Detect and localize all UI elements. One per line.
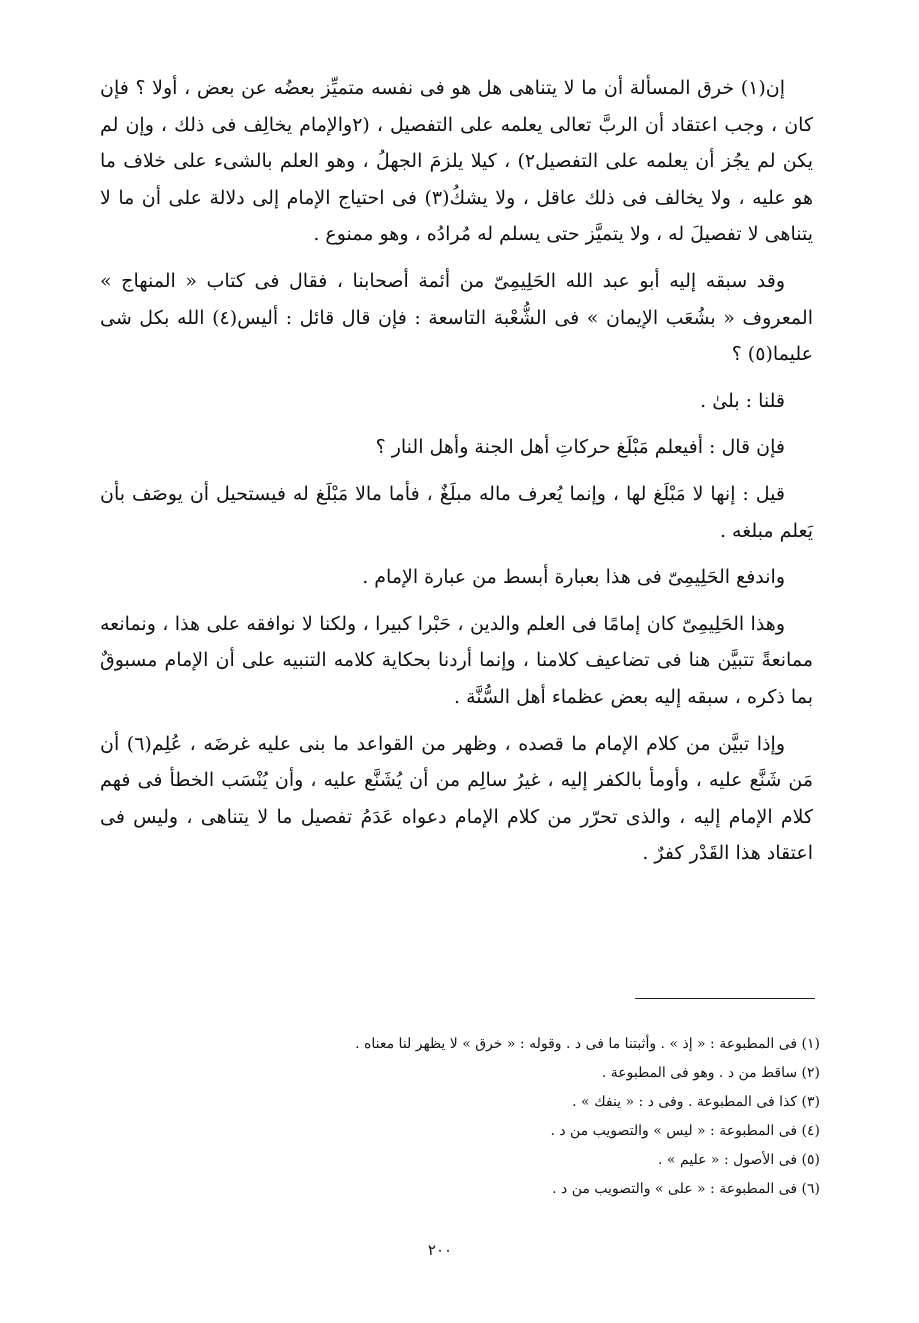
- footnote-2: (٢) ساقط من د . وهو فى المطبوعة .: [601, 1065, 820, 1081]
- footnote-4: (٤) فى المطبوعة : « ليس » والتصويب من د .: [550, 1123, 820, 1139]
- paragraph: إن(١) خرق المسألة أن ما لا يتناهى هل هو فى نفسه متميِّز بعضُه عن بعض ، أولا ؟ فإن كان ، وجب اعتقاد أن الربَّ تعالى يعلمه على التفصيل ، (٢والإمام يخالِف فى ذلك ، وإن لم يكن لم يجُز أن يعلمه على التفصيل٢) ، كيلا يلزمَ الجهلُ ، وهو العلم بالشىء على خلاف ما هو عليه ، ولا يخالف فى ذلك عاقل ، ولا يشكُ(٣) فى احتياج الإمام إلى دلالة على أن ما لا يتناهى لا تفصيلَ له ، ولا يتميَّز حتى يسلم له مُرادُه ، وهو ممنوع .: [100, 77, 814, 246]
- main-text: [100, 70, 813, 882]
- paragraph: قيل : إنها لا مَبْلَغ لها ، وإنما يُعرف ماله مبلَغٌ ، فأما مالا مَبْلَغ له فيستحيل أن يوصَف بأن يَعلم مبلغه .: [100, 482, 813, 542]
- paragraph: وإذا تبيَّن من كلام الإمام ما قصده ، وظهر من القواعد ما بنى عليه غرضَه ، عُلِم(٦) أن مَن شَنَّع عليه ، وأومأ بالكفر إليه ، غيرُ سالِم من أن يُشَنَّع عليه ، وأن يُنْسَب الخطأ فى فهم كلام الإمام إليه ، والذى تحرّر من كلام الإمام دعواه عَدَمُ تفصيل ما لا يتناهى ، وليس فى اعتقاد هذا القَدْر كفرٌ .: [100, 732, 813, 865]
- paragraph: وهذا الحَلِيمِىّ كان إمامًا فى العلم والدين ، حَبْرا كبيرا ، ولكنا لا نوافقه على هذا ، ونمانعه ممانعةً تتبيَّن هنا فى تضاعيف كلامنا ، وإنما أردنا بحكاية كلامه التنبيه على أن الإمام مسبوقٌ بما ذكره ، سبقه إليه بعض عظماء أهل السُّنَّة .: [100, 612, 813, 708]
- footnote-1: (١) فى المطبوعة : « إذ » . وأثبتنا ما فى د . وقوله : « خرق » لا يظهر لنا معناه .: [355, 1036, 820, 1052]
- page-number: ٢٠٠: [427, 1241, 453, 1259]
- paragraph: فإن قال : أفيعلم مَبْلَغ حركاتِ أهل الجنة وأهل النار ؟: [375, 436, 785, 459]
- paragraph: قلنا : بلىٰ .: [700, 389, 785, 412]
- footnote-3: (٣) كذا فى المطبوعة . وفى د : « ينفك » .: [572, 1094, 820, 1110]
- footnote-separator: [635, 998, 815, 999]
- paragraph: واندفع الحَلِيمِىّ فى هذا بعبارة أبسط من عبارة الإمام .: [362, 566, 785, 589]
- footnotes: [150, 1030, 820, 1204]
- footnote-6: (٦) فى المطبوعة : « على » والتصويب من د .: [552, 1181, 820, 1197]
- footnote-5: (٥) فى الأصول : « عليم » .: [658, 1152, 820, 1168]
- paragraph: وقد سبقه إليه أبو عبد الله الحَلِيمِىّ من أئمة أصحابنا ، فقال فى كتاب « المنهاج » المعروف « بشُعَب الإيمان » فى الشُّعْبة التاسعة : فإن قال قائل : أليس(٤) الله بكل شى عليما(٥) ؟: [100, 269, 813, 366]
